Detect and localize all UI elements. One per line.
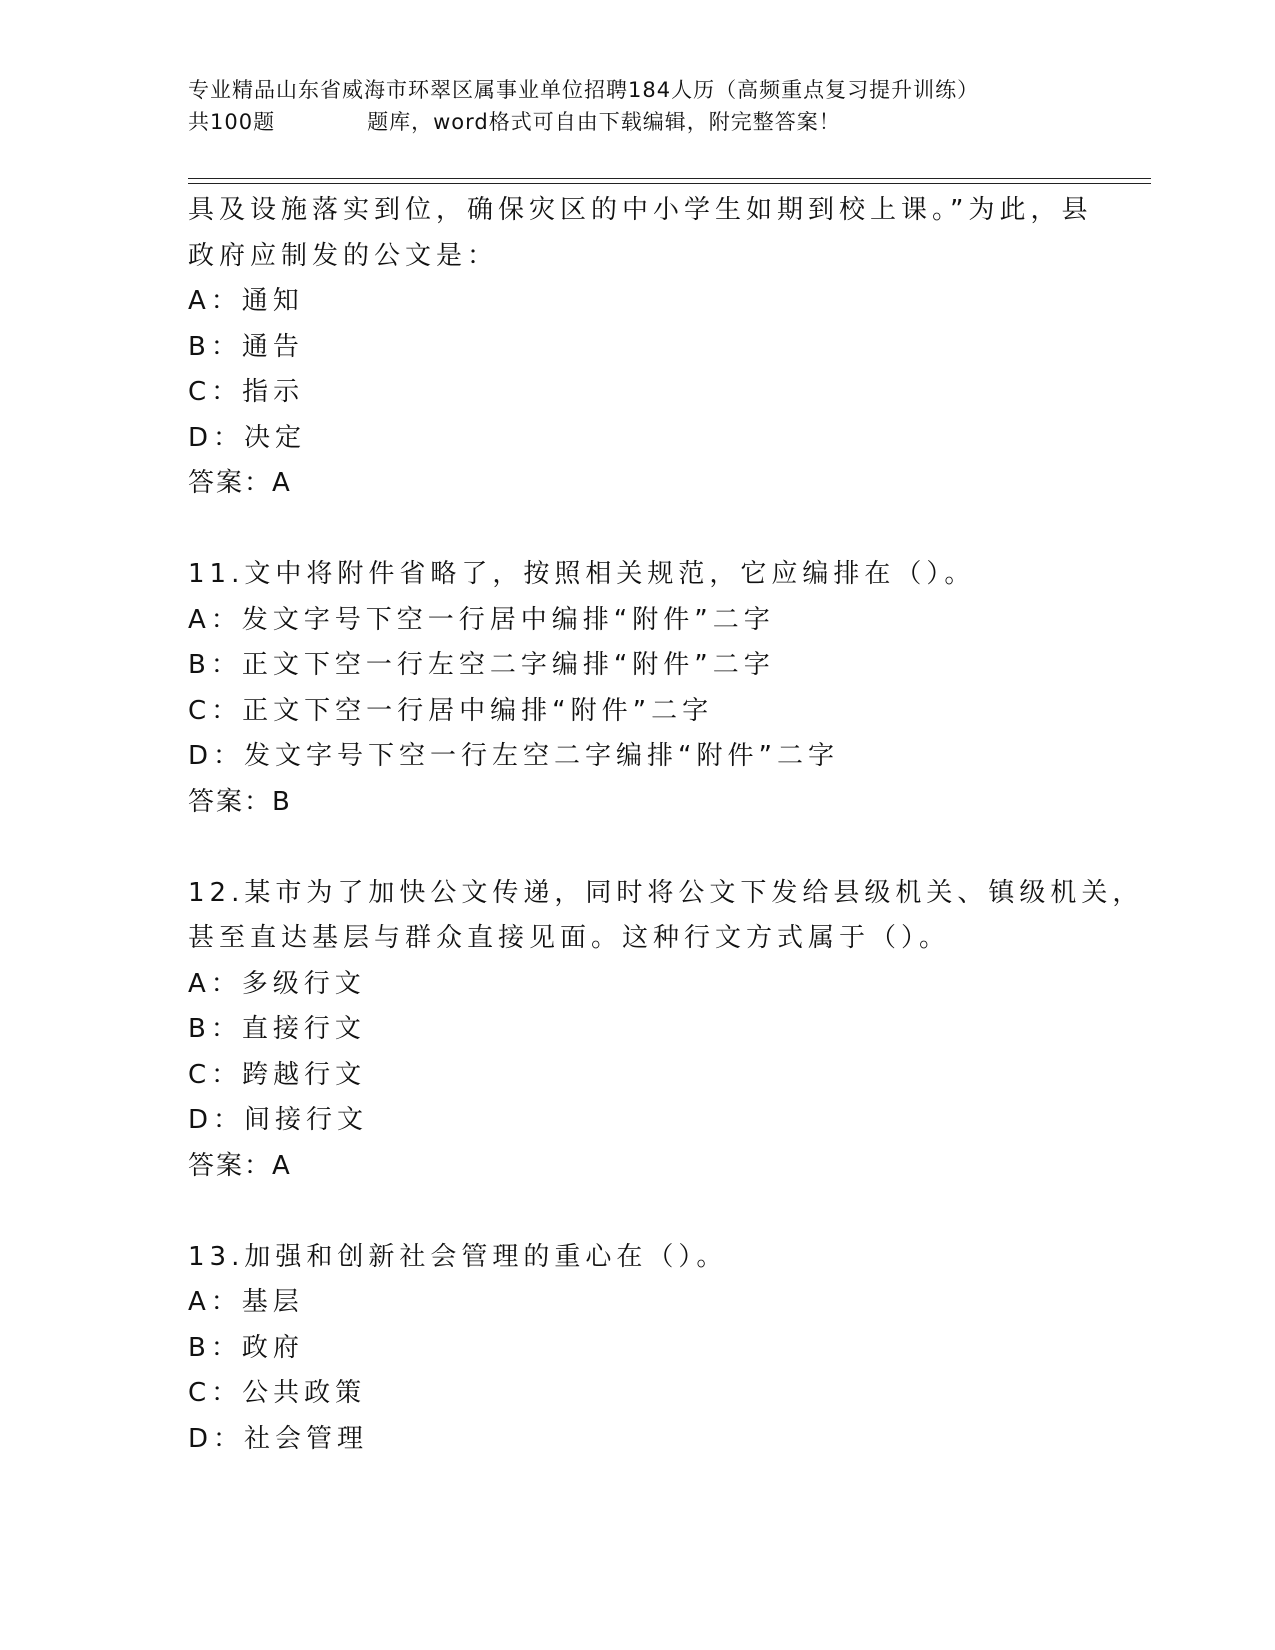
- question-text-line: 11.文中将附件省略了，按照相关规范，它应编排在（）。: [188, 559, 976, 589]
- question-text-line: 政府应制发的公文是：: [188, 240, 499, 271]
- answer-line: 答案：A: [188, 1150, 292, 1181]
- question-content: [188, 188, 1148, 1462]
- option-b: B：政府: [188, 1332, 304, 1363]
- question-10: [188, 188, 1148, 507]
- option-a: A：发文字号下空一行居中编排“附件”二字: [188, 604, 775, 635]
- option-d: D：间接行文: [188, 1105, 369, 1135]
- question-13: [188, 1235, 1148, 1463]
- answer-line: 答案：B: [188, 786, 292, 817]
- question-text-line: 13.加强和创新社会管理的重心在（）。: [188, 1241, 728, 1272]
- option-a: A：多级行文: [188, 968, 366, 999]
- answer-line: 答案：A: [188, 468, 292, 498]
- option-a: A：通知: [188, 286, 304, 316]
- option-c: C：跨越行文: [188, 1059, 367, 1090]
- option-a: A：基层: [188, 1287, 304, 1317]
- header-title-line: 专业精品山东省威海市环翠区属事业单位招聘184人历（高频重点复习提升训练）: [188, 78, 980, 102]
- option-c: C：正文下空一行居中编排“附件”二字: [188, 695, 714, 726]
- document-header: [188, 74, 1088, 138]
- option-d: D：决定: [188, 422, 307, 453]
- header-question-count: 共100题: [188, 110, 276, 134]
- header-divider-top: [188, 178, 1151, 179]
- question-12: [188, 871, 1148, 1190]
- option-d: D：发文字号下空一行左空二字编排“附件”二字: [188, 741, 839, 771]
- question-text-line: 12.某市为了加快公文传递，同时将公文下发给县级机关、镇级机关，: [188, 877, 1144, 908]
- option-b: B：直接行文: [188, 1014, 366, 1044]
- option-b: B：正文下空一行左空二字编排“附件”二字: [188, 650, 775, 680]
- question-text-line: 具及设施落实到位，确保灾区的中小学生如期到校上课。”为此，县: [188, 195, 1093, 225]
- header-subtitle-line: [188, 106, 1088, 138]
- header-format-note: 题库，word格式可自由下载编辑，附完整答案！: [367, 110, 841, 134]
- question-text-line: 甚至直达基层与群众直接见面。这种行文方式属于（）。: [188, 923, 951, 953]
- option-c: C：指示: [188, 377, 305, 407]
- option-b: B：通告: [188, 331, 304, 362]
- question-11: [188, 552, 1148, 825]
- option-c: C：公共政策: [188, 1378, 367, 1408]
- option-d: D：社会管理: [188, 1423, 369, 1454]
- header-divider-bottom: [188, 183, 1151, 184]
